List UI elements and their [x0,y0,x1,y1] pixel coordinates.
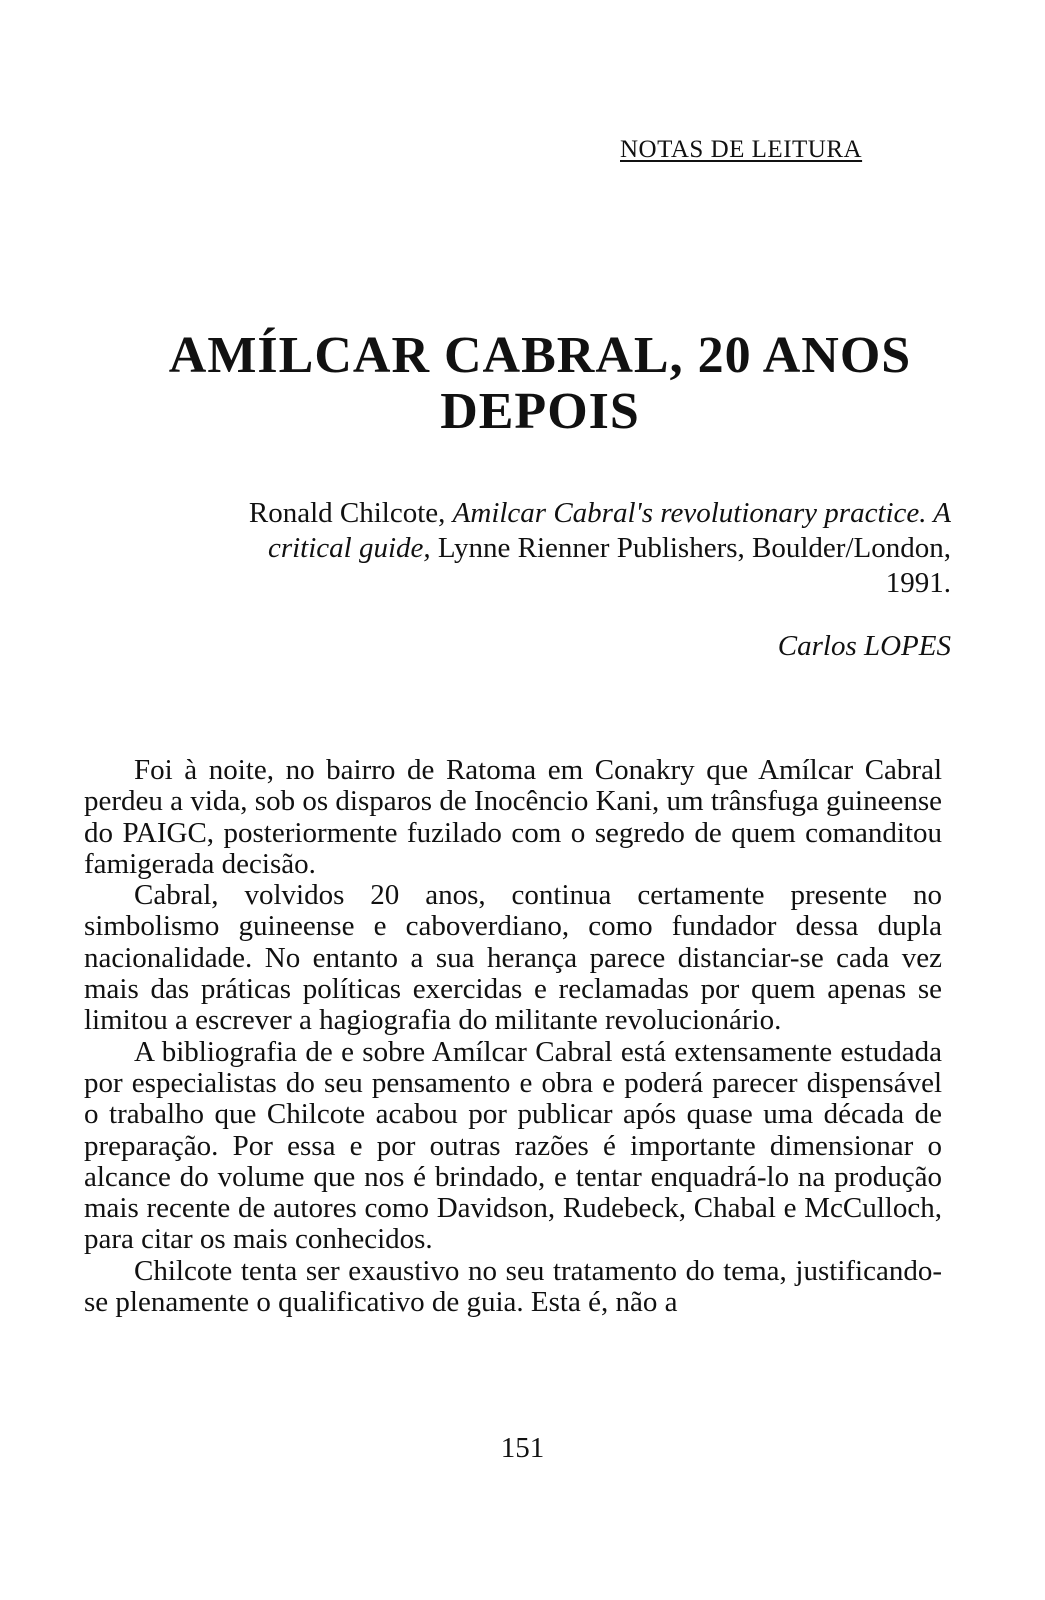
paragraph-1: Foi à noite, no bairro de Ratoma em Conakry que Amílcar Cabral perdeu a vida, sob os disparos de Inocêncio Kani, um trânsfuga guineense do PAIGC, posteriormente fuzilado com o segredo de quem comanditou famigerada decisão. [84,754,942,880]
reviewer-name: Carlos LOPES [777,630,951,662]
article-body [84,755,942,1318]
paragraph-4: Chilcote tenta ser exaustivo no seu tratamento do tema, justificando-se plenamente o qualificativo de guia. Esta é, não a [84,1254,942,1319]
citation-publisher: Lynne Rienner Publishers, Boulder/London, 1991. [430,532,951,599]
article-title-line-1: AMÍLCAR CABRAL, 20 ANOS [168,327,912,384]
citation-book-title: Amilcar Cabral's revolutionary practice. A critical guide, [267,497,951,564]
section-header: NOTAS DE LEITURA [620,136,863,163]
paragraph-2: Cabral, volvidos 20 anos, continua certamente presente no simbolismo guineense e caboverdiano, como fundador dessa dupla nacionalidade. No entanto a sua herança parece distanciar-se cada vez mais das práticas políticas exercidas e reclamadas por quem apenas se limitou a escrever a hagiografia do militante revolucionário. [84,879,942,1037]
citation-author: Ronald Chilcote, [248,497,453,529]
article-title-line-2: DEPOIS [440,383,640,440]
book-citation [231,496,951,601]
paragraph-3: A bibliografia de e sobre Amílcar Cabral está extensamente estudada por especialistas do seu pensamento e obra e poderá parecer dispensável o trabalho que Chilcote acabou por publicar após quase uma década de preparação. Por essa e por outras razões é importante dimensionar o alcance do volume que nos é brindado, e tentar enquadrá-lo na produção mais recente de autores como Davidson, Rudebeck, Chabal e McCulloch, para citar os mais conhecidos. [84,1035,942,1256]
page-number: 151 [500,1432,545,1464]
article-title [90,328,990,440]
